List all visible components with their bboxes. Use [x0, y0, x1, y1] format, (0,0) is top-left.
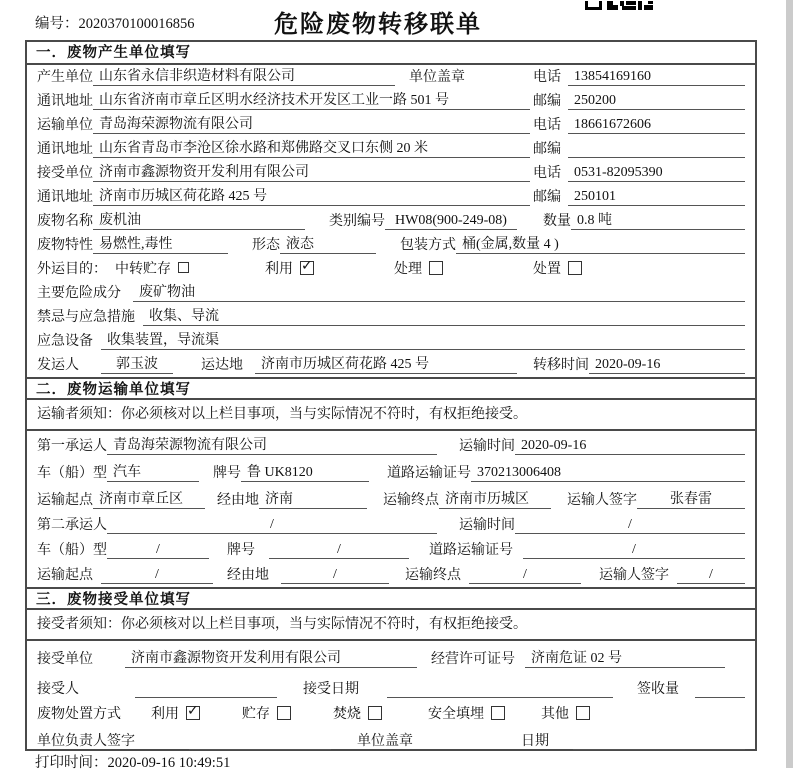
transfer-date-label: 转移时间: [533, 358, 589, 373]
phone-group: [533, 66, 745, 86]
origin-label: 运输起点: [37, 568, 93, 583]
manifest-form: [25, 40, 757, 751]
zip-field: 250101: [568, 189, 745, 206]
address-field: 济南市历城区荷花路 425 号: [93, 185, 530, 206]
receiver-label: 接受单位: [37, 166, 93, 181]
purpose-row: [27, 257, 755, 281]
via-field: /: [281, 567, 389, 584]
receive-date-field: [387, 681, 613, 698]
purpose-option: [394, 258, 443, 278]
end-label: 运输终点: [405, 568, 461, 583]
checkbox-icon[interactable]: [277, 706, 291, 720]
manager-sign-row: [27, 728, 755, 753]
road-license-label: 道路运输证号: [429, 543, 513, 558]
address-field: 山东省青岛市李沧区徐水路和郑佛路交叉口东侧 20 米: [93, 137, 530, 158]
option-label: 中转贮存: [115, 261, 171, 277]
seal-label: 单位盖章: [409, 70, 465, 85]
transport-time-field: /: [515, 517, 745, 534]
option-label: 其他: [541, 707, 569, 722]
character-field: 易燃性,毒性: [93, 233, 228, 254]
transporter-notice: 运输者须知：你必须核对以上栏目事项，当与实际情况不符时，有权拒绝接受。: [27, 400, 755, 431]
permit-label: 经营许可证号: [431, 652, 515, 667]
disposal-option: [541, 703, 590, 723]
receive-unit-field: 济南市鑫源物资开发利用有限公司: [125, 647, 417, 668]
zip-group: [533, 186, 745, 206]
carrier1-row: [27, 431, 755, 458]
receive-unit-row: [27, 641, 755, 671]
address-label: 通讯地址: [37, 94, 93, 109]
shipper-label: 发运人: [37, 358, 79, 373]
phone-group: [533, 162, 745, 182]
route2-row: [27, 562, 755, 587]
receiver-address-row: [27, 185, 755, 209]
carrier-sign-label: 运输人签字: [599, 568, 669, 583]
receiver-field: 济南市鑫源物资开发利用有限公司: [93, 161, 530, 182]
equipment-row: [27, 329, 755, 353]
manager-sign-label: 单位负责人签字: [37, 734, 135, 749]
producer-address-row: [27, 89, 755, 113]
phone-field: 0531-82095390: [568, 165, 745, 182]
carrier2-field: /: [107, 517, 437, 534]
disposal-option: [428, 703, 505, 723]
via-field: 济南: [259, 488, 367, 509]
waste-name-label: 废物名称: [37, 214, 93, 229]
purpose-option: [115, 258, 189, 278]
date-label: 日期: [521, 734, 549, 749]
shipper-field: 郭玉波: [101, 353, 173, 374]
plate-label: 牌号: [213, 466, 241, 481]
zip-group: [533, 138, 745, 158]
checkbox-icon[interactable]: [576, 706, 590, 720]
amount-label: 签收量: [637, 682, 679, 697]
vehicle-type-label: 车（船）型: [37, 543, 107, 558]
quantity-label: 数量: [543, 214, 571, 229]
destination-label: 运达地: [201, 358, 243, 373]
hazard-label: 主要危险成分: [37, 286, 121, 301]
receive-date-label: 接受日期: [303, 682, 359, 697]
print-time-line: [35, 751, 230, 772]
amount-field: [695, 681, 745, 698]
equipment-field: 收集装置，导流渠: [101, 329, 745, 350]
disposal-row: [27, 701, 755, 728]
vehicle2-row: [27, 537, 755, 562]
phone-label: 电话: [533, 118, 561, 133]
option-label: 利用: [265, 261, 293, 277]
purpose-option: [533, 258, 582, 278]
plate-field: /: [269, 542, 409, 559]
transport-time-label: 运输时间: [459, 439, 515, 454]
option-label: 处置: [533, 261, 561, 277]
end-field: /: [469, 567, 581, 584]
phone-label: 电话: [533, 166, 561, 181]
origin-field: /: [101, 567, 213, 584]
checkbox-icon[interactable]: [300, 261, 314, 275]
option-label: 焚烧: [333, 707, 361, 722]
recipient-row: [27, 671, 755, 701]
transporter-field: 青岛海荣源物流有限公司: [93, 113, 530, 134]
section3-heading: 三．废物接受单位填写: [27, 587, 755, 610]
address-label: 通讯地址: [37, 190, 93, 205]
print-time-label: 打印时间：: [35, 755, 108, 771]
carrier-sign-field: /: [677, 567, 745, 584]
disposal-option: [333, 703, 382, 723]
zip-label: 邮编: [533, 190, 561, 205]
phone-label: 电话: [533, 70, 561, 85]
hazard-field: 废矿物油: [133, 281, 745, 302]
recipient-label: 接受人: [37, 682, 79, 697]
transport-time-label: 运输时间: [459, 518, 515, 533]
date-field: [573, 733, 745, 750]
zip-field: 250200: [568, 93, 745, 110]
route1-row: [27, 485, 755, 512]
checkbox-icon[interactable]: [186, 706, 200, 720]
destination-field: 济南市历城区荷花路 425 号: [255, 353, 517, 374]
equipment-label: 应急设备: [37, 334, 93, 349]
end-label: 运输终点: [383, 493, 439, 508]
hazard-row: [27, 281, 755, 305]
plate-label: 牌号: [227, 543, 255, 558]
transporter-address-row: [27, 137, 755, 161]
address-label: 通讯地址: [37, 142, 93, 157]
road-license-field: /: [523, 542, 745, 559]
character-label: 废物特性: [37, 238, 93, 253]
emergency-label: 禁忌与应急措施: [37, 310, 135, 325]
section1-heading: 一．废物产生单位填写: [27, 42, 755, 65]
qr-code-fragment-icon: [585, 0, 653, 16]
option-label: 利用: [151, 707, 179, 722]
form-label: 形态: [252, 238, 280, 253]
zip-label: 邮编: [533, 142, 561, 157]
address-field: 山东省济南市章丘区明水经济技术开发区工业一路 501 号: [93, 89, 530, 110]
serial-label: 编号：: [35, 16, 79, 32]
packaging-label: 包装方式: [400, 238, 456, 253]
receiver-row: [27, 161, 755, 185]
receiver-notice: 接受者须知：你必须核对以上栏目事项，当与实际情况不符时，有权拒绝接受。: [27, 610, 755, 641]
producer-row: [27, 65, 755, 89]
phone-field: 13854169160: [568, 69, 745, 86]
origin-field: 济南市章丘区: [93, 488, 205, 509]
vehicle1-row: [27, 458, 755, 485]
transporter-label: 运输单位: [37, 118, 93, 133]
waste-character-row: [27, 233, 755, 257]
emergency-row: [27, 305, 755, 329]
via-label: 经由地: [217, 493, 259, 508]
option-label: 安全填埋: [428, 707, 484, 722]
shipper-row: [27, 353, 755, 377]
checkbox-icon[interactable]: [178, 262, 189, 273]
category-field: HW08(900-249-08): [385, 213, 517, 230]
option-label: 贮存: [242, 707, 270, 722]
form-field: 液态: [280, 233, 376, 254]
zip-group: [533, 90, 745, 110]
zip-field: [568, 141, 745, 158]
checkbox-icon[interactable]: [429, 261, 443, 275]
transporter-row: [27, 113, 755, 137]
quantity-field: 0.8 吨: [571, 209, 745, 230]
carrier1-label: 第一承运人: [37, 439, 107, 454]
option-label: 处理: [394, 261, 422, 277]
checkbox-icon[interactable]: [368, 706, 382, 720]
waste-name-field: 废机油: [93, 209, 305, 230]
disposal-option: [151, 703, 200, 723]
zip-label: 邮编: [533, 94, 561, 109]
waste-name-row: [27, 209, 755, 233]
carrier-sign-field: 张春雷: [637, 488, 745, 509]
vehicle-type-label: 车（船）型: [37, 466, 107, 481]
manager-sign-field: [189, 733, 331, 750]
carrier-sign-label: 运输人签字: [567, 493, 637, 508]
section2-heading: 二．废物运输单位填写: [27, 377, 755, 400]
category-label: 类别编号: [329, 214, 385, 229]
producer-label: 产生单位: [37, 70, 93, 85]
scrollbar-track[interactable]: [786, 0, 793, 768]
plate-field: 鲁 UK8120: [241, 461, 369, 482]
transfer-date-field: 2020-09-16: [589, 357, 745, 374]
disposal-option: [242, 703, 291, 723]
permit-field: 济南危证 02 号: [525, 647, 725, 668]
transport-time-field: 2020-09-16: [515, 438, 745, 455]
phone-group: [533, 114, 745, 134]
serial-value: 2020370100016856: [78, 16, 195, 32]
purpose-label: 外运目的：: [37, 261, 107, 277]
print-time-value: 2020-09-16 10:49:51: [107, 755, 231, 771]
seal-label: 单位盖章: [357, 734, 413, 749]
receive-unit-label: 接受单位: [37, 652, 93, 667]
road-license-label: 道路运输证号: [387, 466, 471, 481]
disposal-label: 废物处置方式: [37, 707, 121, 722]
end-field: 济南市历城区: [439, 488, 551, 509]
carrier2-row: [27, 512, 755, 537]
packaging-field: 桶(金属,数量 4 ): [456, 233, 745, 254]
phone-field: 18661672606: [568, 117, 745, 134]
producer-field: 山东省永信非织造材料有限公司: [93, 65, 395, 86]
recipient-field: [135, 681, 277, 698]
page-title: 危险废物转移联单: [274, 11, 482, 38]
carrier2-label: 第二承运人: [37, 518, 107, 533]
checkbox-icon[interactable]: [491, 706, 505, 720]
road-license-field: 370213006408: [471, 465, 745, 482]
vehicle-type-field: /: [107, 542, 209, 559]
emergency-field: 收集、导流: [143, 305, 745, 326]
checkbox-icon[interactable]: [568, 261, 582, 275]
purpose-option: [265, 258, 314, 278]
origin-label: 运输起点: [37, 493, 93, 508]
carrier1-field: 青岛海荣源物流有限公司: [107, 434, 437, 455]
vehicle-type-field: 汽车: [107, 461, 199, 482]
via-label: 经由地: [227, 568, 269, 583]
